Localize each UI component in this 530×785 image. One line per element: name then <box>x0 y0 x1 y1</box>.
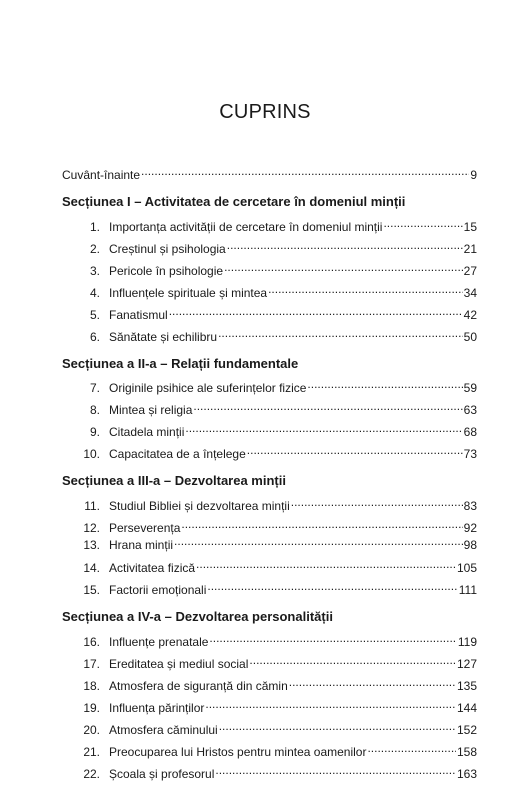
toc-entry[interactable] <box>78 237 477 256</box>
toc-entry[interactable] <box>78 533 477 552</box>
toc-entry-label: Studiul Bibliei și dezvoltarea minții <box>109 499 290 513</box>
toc-entry-page: 27 <box>463 264 477 278</box>
toc-entry-number: 9. <box>89 425 100 439</box>
toc-entry-label: Capacitatea de a înțelege <box>109 447 246 461</box>
toc-entry-label: Preocuparea lui Hristos pentru mintea oamenilor <box>109 745 367 759</box>
toc-entry-label: Creștinul și psihologia <box>109 242 226 256</box>
toc-entry-page: 105 <box>456 561 477 575</box>
toc-entry[interactable] <box>78 740 477 759</box>
toc-entry-label: Ereditatea și mediul social <box>109 657 249 671</box>
toc-entry-number: 22. <box>83 767 100 781</box>
toc-entry-number: 4. <box>89 286 100 300</box>
toc-entry-number: 15. <box>83 583 100 597</box>
toc-entry-page: 98 <box>463 538 477 552</box>
toc-entry-number: 2. <box>89 242 100 256</box>
toc-entry-number: 1. <box>89 220 100 234</box>
leader-dots <box>169 303 463 319</box>
toc-entry[interactable] <box>78 494 477 513</box>
leader-dots <box>215 762 456 778</box>
toc-entry-page: 42 <box>463 308 477 322</box>
toc-entry-page: 68 <box>463 425 477 439</box>
toc-entry[interactable] <box>78 718 477 737</box>
section-heading: Secțiunea a III-a – Dezvoltarea minții <box>62 473 286 488</box>
toc-entry-label: Pericole în psihologie <box>109 264 224 278</box>
toc-entry-page: 158 <box>456 745 477 759</box>
toc-entry[interactable] <box>78 215 477 234</box>
toc-entry-page: 34 <box>463 286 477 300</box>
toc-entry-number: 12. <box>83 521 100 535</box>
toc-entry-number: 20. <box>83 723 100 737</box>
toc-entry-label: Cuvânt-înainte <box>62 168 141 182</box>
toc-entry-label: Influențe prenatale <box>109 635 209 649</box>
leader-dots <box>141 163 469 179</box>
toc-entry-label: Influențele spirituale și mintea <box>109 286 268 300</box>
toc-entry[interactable] <box>78 516 477 535</box>
toc-entry-label: Mintea și religia <box>109 403 193 417</box>
toc-entry-number: 3. <box>89 264 100 278</box>
toc-entry[interactable] <box>78 696 477 715</box>
toc-entry-number: 16. <box>83 635 100 649</box>
toc-entry-number: 17. <box>83 657 100 671</box>
toc-entry-number: 14. <box>83 561 100 575</box>
toc-entry[interactable] <box>78 376 477 395</box>
leader-dots <box>196 556 456 572</box>
leader-dots <box>224 259 463 275</box>
toc-entry[interactable] <box>78 762 477 781</box>
toc-entry-page: 119 <box>457 635 477 649</box>
toc-entry-number: 19. <box>83 701 100 715</box>
toc-entry-number: 5. <box>89 308 100 322</box>
toc-entry-page: 111 <box>458 583 477 597</box>
toc-entry-label: Factorii emoționali <box>109 583 207 597</box>
leader-dots <box>181 516 462 532</box>
toc-entry-page: 63 <box>463 403 477 417</box>
toc-entry-label: Fanatismul <box>109 308 168 322</box>
page-title: CUPRINS <box>219 101 311 123</box>
leader-dots <box>383 215 462 231</box>
leader-dots <box>207 578 457 594</box>
toc-entry-page: 92 <box>463 521 477 535</box>
toc-entry[interactable] <box>78 674 477 693</box>
toc-entry-page: 21 <box>463 242 477 256</box>
toc-entry-page: 15 <box>463 220 477 234</box>
toc-entry-number: 7. <box>89 381 100 395</box>
leader-dots <box>268 281 463 297</box>
toc-entry-page: 50 <box>463 330 477 344</box>
toc-entry-number: 18. <box>83 679 100 693</box>
leader-dots <box>185 420 462 436</box>
toc-entry-label: Atmosfera de siguranță din cămin <box>109 679 288 693</box>
toc-entry-page: 83 <box>463 499 477 513</box>
toc-entry-label: Perseverența <box>109 521 181 535</box>
leader-dots <box>307 376 462 392</box>
toc-entry-number: 11. <box>84 499 100 513</box>
toc-entry-label: Hrana minții <box>109 538 174 552</box>
leader-dots <box>249 652 456 668</box>
toc-entry[interactable] <box>78 556 477 575</box>
toc-entry-label: Citadela minții <box>109 425 185 439</box>
toc-entry-page: 144 <box>456 701 477 715</box>
leader-dots <box>209 630 456 646</box>
section-heading: Secțiunea I – Activitatea de cercetare în domeniul minții <box>62 194 406 209</box>
leader-dots <box>219 718 456 734</box>
toc-entry[interactable] <box>78 578 477 597</box>
toc-entry-page: 152 <box>456 723 477 737</box>
leader-dots <box>247 442 463 458</box>
toc-entry-page: 59 <box>463 381 477 395</box>
toc-entry-page: 135 <box>456 679 477 693</box>
section-heading: Secțiunea a II-a – Relații fundamentale <box>62 356 299 371</box>
toc-entry[interactable] <box>78 281 477 300</box>
toc-entry[interactable] <box>78 652 477 671</box>
toc-entry-number: 6. <box>89 330 100 344</box>
toc-entry-label: Importanța activității de cercetare în domeniul minții <box>109 220 383 234</box>
toc-entry[interactable] <box>78 630 477 649</box>
toc-entry-number: 8. <box>89 403 100 417</box>
toc-entry-label: Școala și profesorul <box>109 767 215 781</box>
leader-dots <box>218 325 463 341</box>
leader-dots <box>193 398 462 414</box>
toc-entry-number: 13. <box>83 538 100 552</box>
leader-dots <box>227 237 463 253</box>
leader-dots <box>289 674 456 690</box>
section-heading: Secțiunea a IV-a – Dezvoltarea personalității <box>62 609 333 624</box>
toc-entry-label: Atmosfera căminului <box>109 723 218 737</box>
toc-entry-page: 73 <box>463 447 477 461</box>
toc-entry-label: Originile psihice ale suferințelor fizice <box>109 381 307 395</box>
toc-entry-label: Sănătate și echilibru <box>109 330 218 344</box>
toc-entry-number: 21. <box>83 745 100 759</box>
leader-dots <box>291 494 463 510</box>
toc-entry-page: 9 <box>470 168 477 182</box>
toc-entry-page: 163 <box>456 767 477 781</box>
toc-entry[interactable] <box>78 420 477 439</box>
leader-dots <box>174 533 463 549</box>
toc-entry-intro[interactable] <box>62 163 477 182</box>
toc-entry[interactable] <box>78 442 477 461</box>
toc-entry[interactable] <box>78 303 477 322</box>
leader-dots <box>367 740 456 756</box>
toc-entry[interactable] <box>78 398 477 417</box>
leader-dots <box>205 696 456 712</box>
toc-entry-number: 10. <box>83 447 100 461</box>
toc-entry-page: 127 <box>456 657 477 671</box>
toc-entry[interactable] <box>78 325 477 344</box>
toc-entry[interactable] <box>78 259 477 278</box>
toc-entry-label: Influența părinților <box>109 701 205 715</box>
toc-entry-label: Activitatea fizică <box>109 561 196 575</box>
